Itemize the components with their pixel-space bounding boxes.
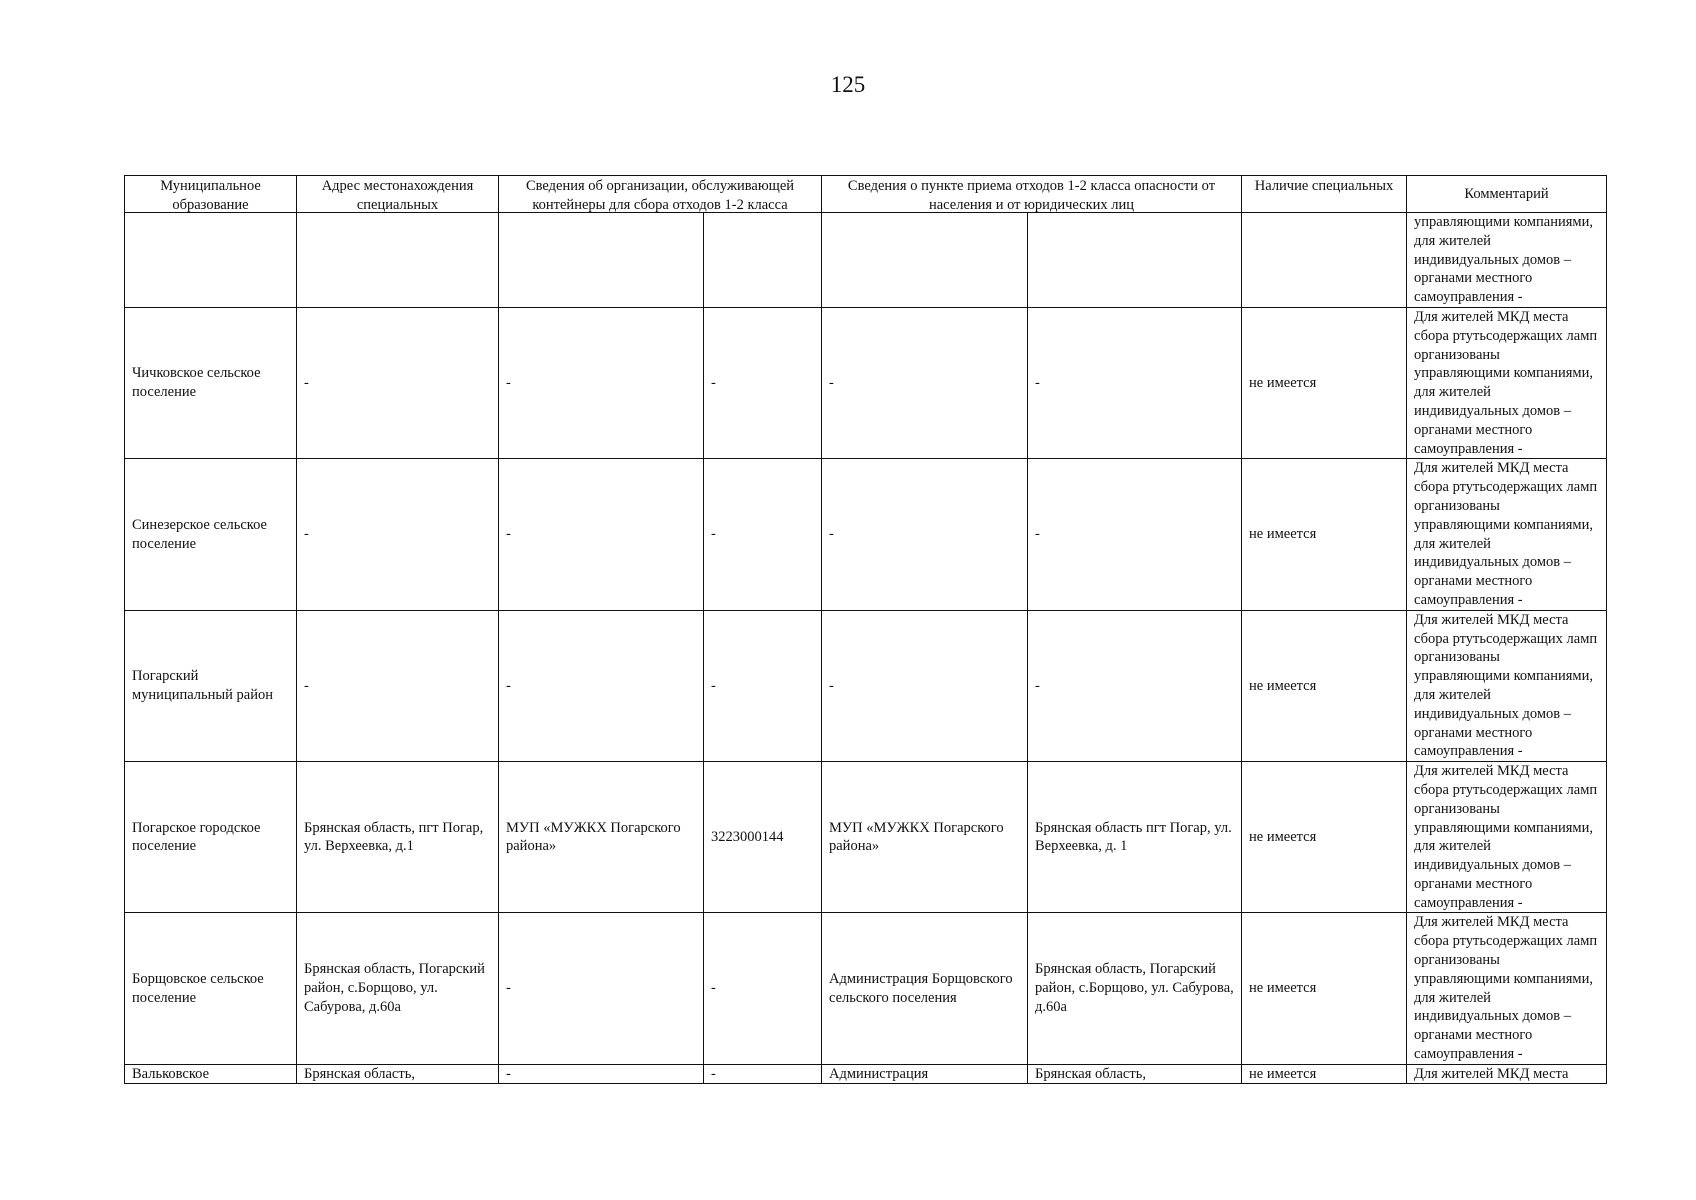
- cell-availability: не имеется: [1242, 1064, 1407, 1083]
- table-row: [125, 913, 1607, 1064]
- cell-org-name: МУП «МУЖКХ Погарского района»: [499, 762, 704, 913]
- cell-point-address: -: [1028, 307, 1242, 458]
- cell-org-inn: 3223000144: [704, 762, 822, 913]
- cell-point-name: МУП «МУЖКХ Погарского района»: [822, 762, 1028, 913]
- cell-org-name: [499, 213, 704, 308]
- cell-comment: Для жителей МКД места сбора ртутьсодержащих ламп организованы управляющими компаниями, для жителей индивидуальных домов – органами местного самоуправления -: [1407, 459, 1607, 610]
- cell-point-address: Брянская область,: [1028, 1064, 1242, 1083]
- cell-point-name: -: [822, 610, 1028, 761]
- cell-point-name: Администрация Борщовского сельского поселения: [822, 913, 1028, 1064]
- cell-org-inn: -: [704, 610, 822, 761]
- cell-org-name: -: [499, 610, 704, 761]
- cell-availability: не имеется: [1242, 913, 1407, 1064]
- cell-comment: управляющими компаниями, для жителей индивидуальных домов – органами местного самоуправления -: [1407, 213, 1607, 308]
- header-comment: Комментарий: [1407, 176, 1607, 213]
- cell-org-inn: -: [704, 459, 822, 610]
- header-municipality: Муниципальное образование: [125, 176, 297, 213]
- cell-address: Брянская область, Погарский район, с.Борщово, ул. Сабурова, д.60а: [297, 913, 499, 1064]
- table-row: [125, 459, 1607, 610]
- cell-org-inn: -: [704, 307, 822, 458]
- cell-municipality: Погарское городское поселение: [125, 762, 297, 913]
- cell-availability: не имеется: [1242, 459, 1407, 610]
- cell-org-name: -: [499, 1064, 704, 1083]
- cell-address: -: [297, 307, 499, 458]
- cell-municipality: [125, 213, 297, 308]
- cell-point-name: -: [822, 307, 1028, 458]
- cell-municipality: Чичковское сельское поселение: [125, 307, 297, 458]
- cell-municipality: Синезерское сельское поселение: [125, 459, 297, 610]
- cell-address: Брянская область,: [297, 1064, 499, 1083]
- cell-org-name: -: [499, 459, 704, 610]
- cell-org-inn: -: [704, 913, 822, 1064]
- cell-point-address: -: [1028, 459, 1242, 610]
- header-organization: Сведения об организации, обслуживающей контейнеры для сбора отходов 1-2 класса: [499, 176, 822, 213]
- cell-point-name: -: [822, 459, 1028, 610]
- cell-availability: не имеется: [1242, 307, 1407, 458]
- cell-availability: не имеется: [1242, 610, 1407, 761]
- cell-point-address: Брянская область пгт Погар, ул. Верхеевка, д. 1: [1028, 762, 1242, 913]
- waste-collection-table: [124, 175, 1607, 1084]
- cell-address: Брянская область, пгт Погар, ул. Верхеевка, д.1: [297, 762, 499, 913]
- header-availability: Наличие специальных: [1242, 176, 1407, 213]
- table-row: [125, 307, 1607, 458]
- table-row: [125, 610, 1607, 761]
- cell-comment: Для жителей МКД места сбора ртутьсодержащих ламп организованы управляющими компаниями, для жителей индивидуальных домов – органами местного самоуправления -: [1407, 307, 1607, 458]
- cell-org-name: -: [499, 913, 704, 1064]
- cell-org-inn: [704, 213, 822, 308]
- cell-address: -: [297, 459, 499, 610]
- header-address: Адрес местонахождения специальных: [297, 176, 499, 213]
- cell-point-address: Брянская область, Погарский район, с.Борщово, ул. Сабурова, д.60а: [1028, 913, 1242, 1064]
- cell-point-name: Администрация: [822, 1064, 1028, 1083]
- cell-availability: не имеется: [1242, 762, 1407, 913]
- cell-municipality: Вальковское: [125, 1064, 297, 1083]
- cell-municipality: Погарский муниципальный район: [125, 610, 297, 761]
- cell-availability: [1242, 213, 1407, 308]
- cell-comment: Для жителей МКД места сбора ртутьсодержащих ламп организованы управляющими компаниями, для жителей индивидуальных домов – органами местного самоуправления -: [1407, 913, 1607, 1064]
- cell-point-address: [1028, 213, 1242, 308]
- table-row: [125, 762, 1607, 913]
- table-row: [125, 213, 1607, 308]
- cell-comment: Для жителей МКД места сбора ртутьсодержащих ламп организованы управляющими компаниями, для жителей индивидуальных домов – органами местного самоуправления -: [1407, 610, 1607, 761]
- cell-comment: Для жителей МКД места сбора ртутьсодержащих ламп организованы управляющими компаниями, для жителей индивидуальных домов – органами местного самоуправления -: [1407, 762, 1607, 913]
- header-row: [125, 176, 1607, 213]
- cell-address: -: [297, 610, 499, 761]
- cell-org-name: -: [499, 307, 704, 458]
- cell-address: [297, 213, 499, 308]
- cell-point-name: [822, 213, 1028, 308]
- cell-org-inn: -: [704, 1064, 822, 1083]
- cell-municipality: Борщовское сельское поселение: [125, 913, 297, 1064]
- header-collection-point: Сведения о пункте приема отходов 1-2 класса опасности от населения и от юридических лиц: [822, 176, 1242, 213]
- cell-point-address: -: [1028, 610, 1242, 761]
- cell-comment: Для жителей МКД места: [1407, 1064, 1607, 1083]
- table-row: [125, 1064, 1607, 1083]
- page-number: 125: [830, 72, 866, 97]
